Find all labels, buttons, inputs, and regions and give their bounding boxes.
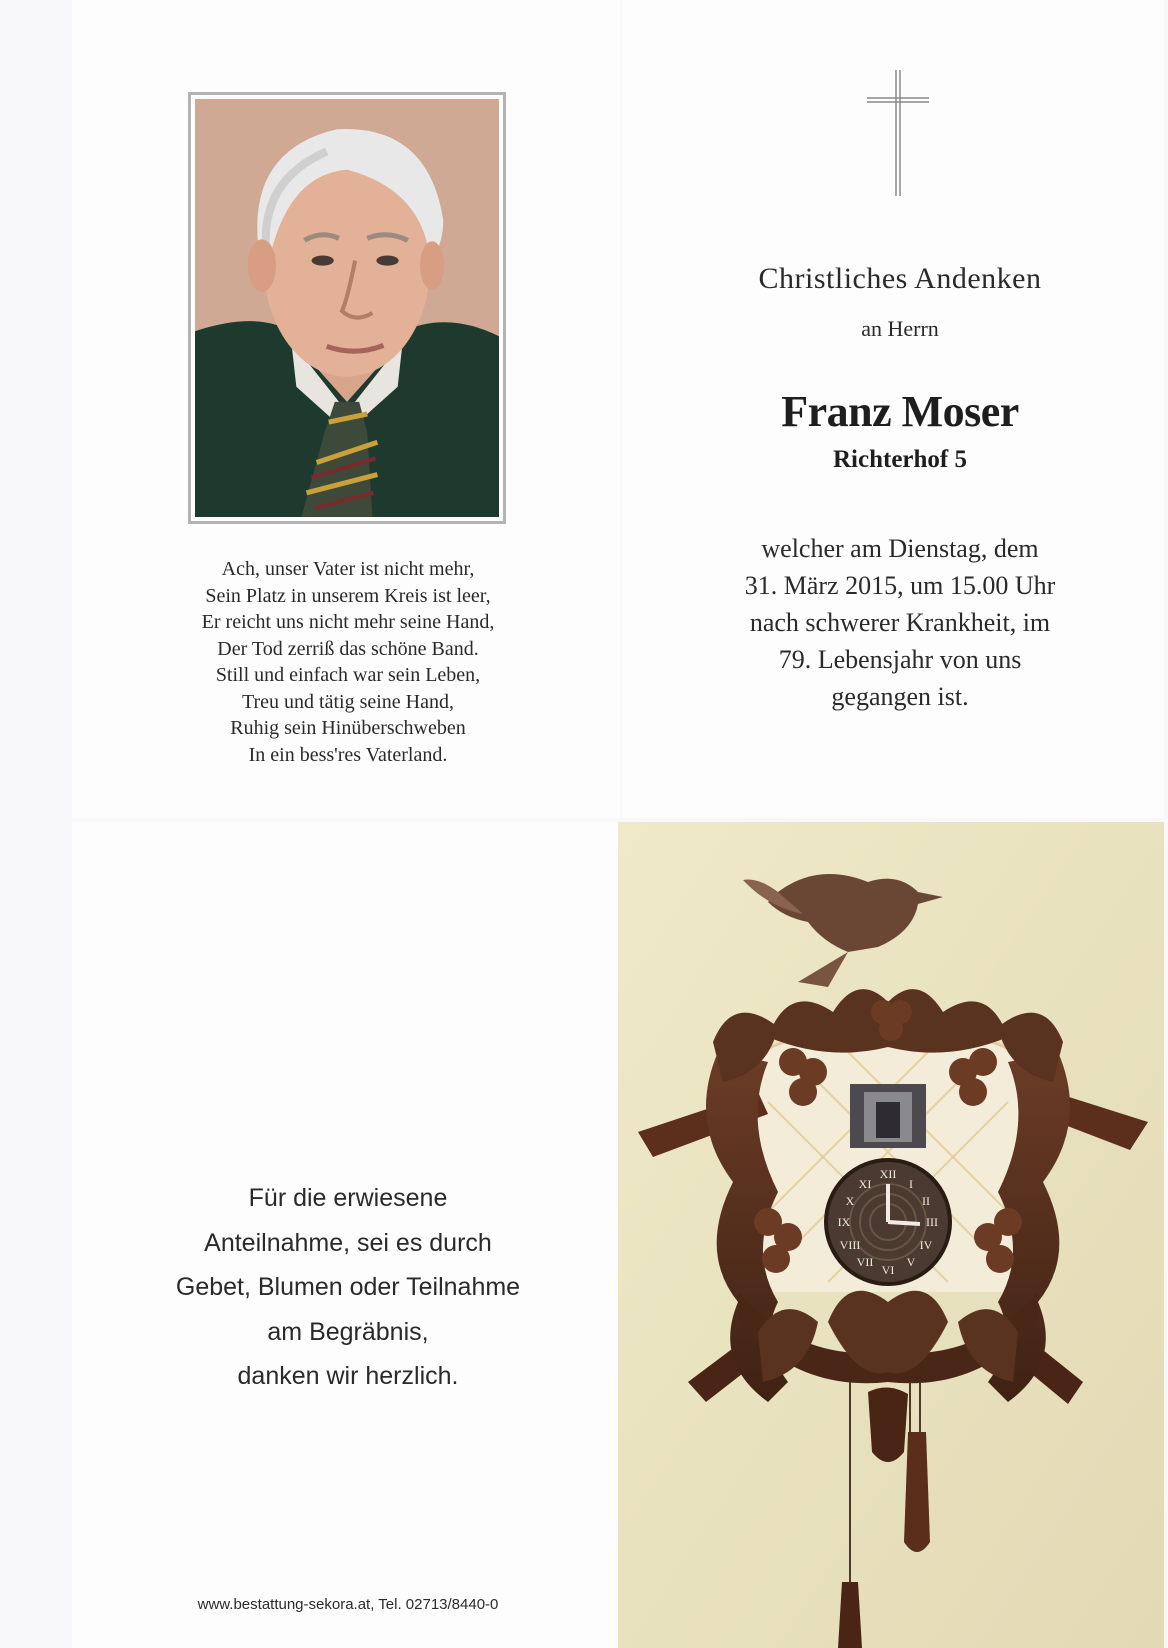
portrait-photo: [188, 92, 506, 524]
cuckoo-clock-photo: [618, 822, 1164, 1648]
cross-icon: [867, 70, 929, 196]
thanks-line: Für die erwiesene: [248, 1184, 448, 1212]
thanks-message: [108, 1176, 588, 1399]
svg-text:IX: IX: [837, 1215, 851, 1229]
notice-line: 79. Lebensjahr von uns: [778, 645, 1022, 674]
poem-line: Still und einfach war sein Leben,: [215, 664, 481, 686]
poem-line: Der Tod zerriß das schöne Band.: [217, 637, 479, 660]
thanks-line: danken wir herzlich.: [237, 1362, 459, 1390]
deceased-address: Richterhof 5: [833, 446, 967, 473]
poem-line: Er reicht uns nicht mehr seine Hand,: [201, 611, 495, 633]
notice-line: gegangen ist.: [831, 682, 969, 711]
deceased-name: Franz Moser: [781, 387, 1019, 436]
svg-text:VI: VI: [881, 1263, 895, 1277]
svg-text:II: II: [922, 1194, 930, 1208]
card-heading: Christliches Andenken: [758, 262, 1042, 295]
thanks-line: Gebet, Blumen oder Teilnahme: [175, 1273, 521, 1301]
notice-line: nach schwerer Krankheit, im: [749, 608, 1051, 637]
svg-text:III: III: [926, 1215, 938, 1229]
thanks-line: am Begräbnis,: [267, 1317, 429, 1346]
svg-text:VII: VII: [856, 1255, 874, 1269]
svg-text:IV: IV: [919, 1238, 933, 1252]
notice-line: 31. März 2015, um 15.00 Uhr: [744, 571, 1056, 600]
svg-text:I: I: [909, 1177, 913, 1191]
svg-text:XII: XII: [879, 1167, 897, 1181]
svg-text:X: X: [845, 1194, 855, 1208]
thanks-line: Anteilnahme, sei es durch: [204, 1228, 492, 1257]
memorial-poem: [100, 556, 596, 768]
svg-text:XI: XI: [858, 1177, 872, 1191]
svg-text:V: V: [906, 1255, 916, 1269]
poem-line: In ein bess'res Vaterland.: [248, 743, 448, 766]
card-subheading: an Herrn: [861, 316, 939, 341]
poem-line: Sein Platz in unserem Kreis ist leer,: [205, 584, 491, 607]
portrait-illustration: [195, 99, 499, 517]
poem-line: Ruhig sein Hinüberschweben: [230, 717, 466, 739]
notice-line: welcher am Dienstag, dem: [761, 534, 1039, 563]
funeral-home-contact: www.bestattung-sekora.at, Tel. 02713/8440-0: [197, 1596, 499, 1613]
svg-text:VIII: VIII: [839, 1238, 861, 1252]
poem-line: Treu und tätig seine Hand,: [241, 690, 454, 713]
death-notice: [662, 530, 1138, 715]
cuckoo-clock-illustration: [618, 822, 1164, 1648]
poem-line: Ach, unser Vater ist nicht mehr,: [221, 558, 475, 580]
